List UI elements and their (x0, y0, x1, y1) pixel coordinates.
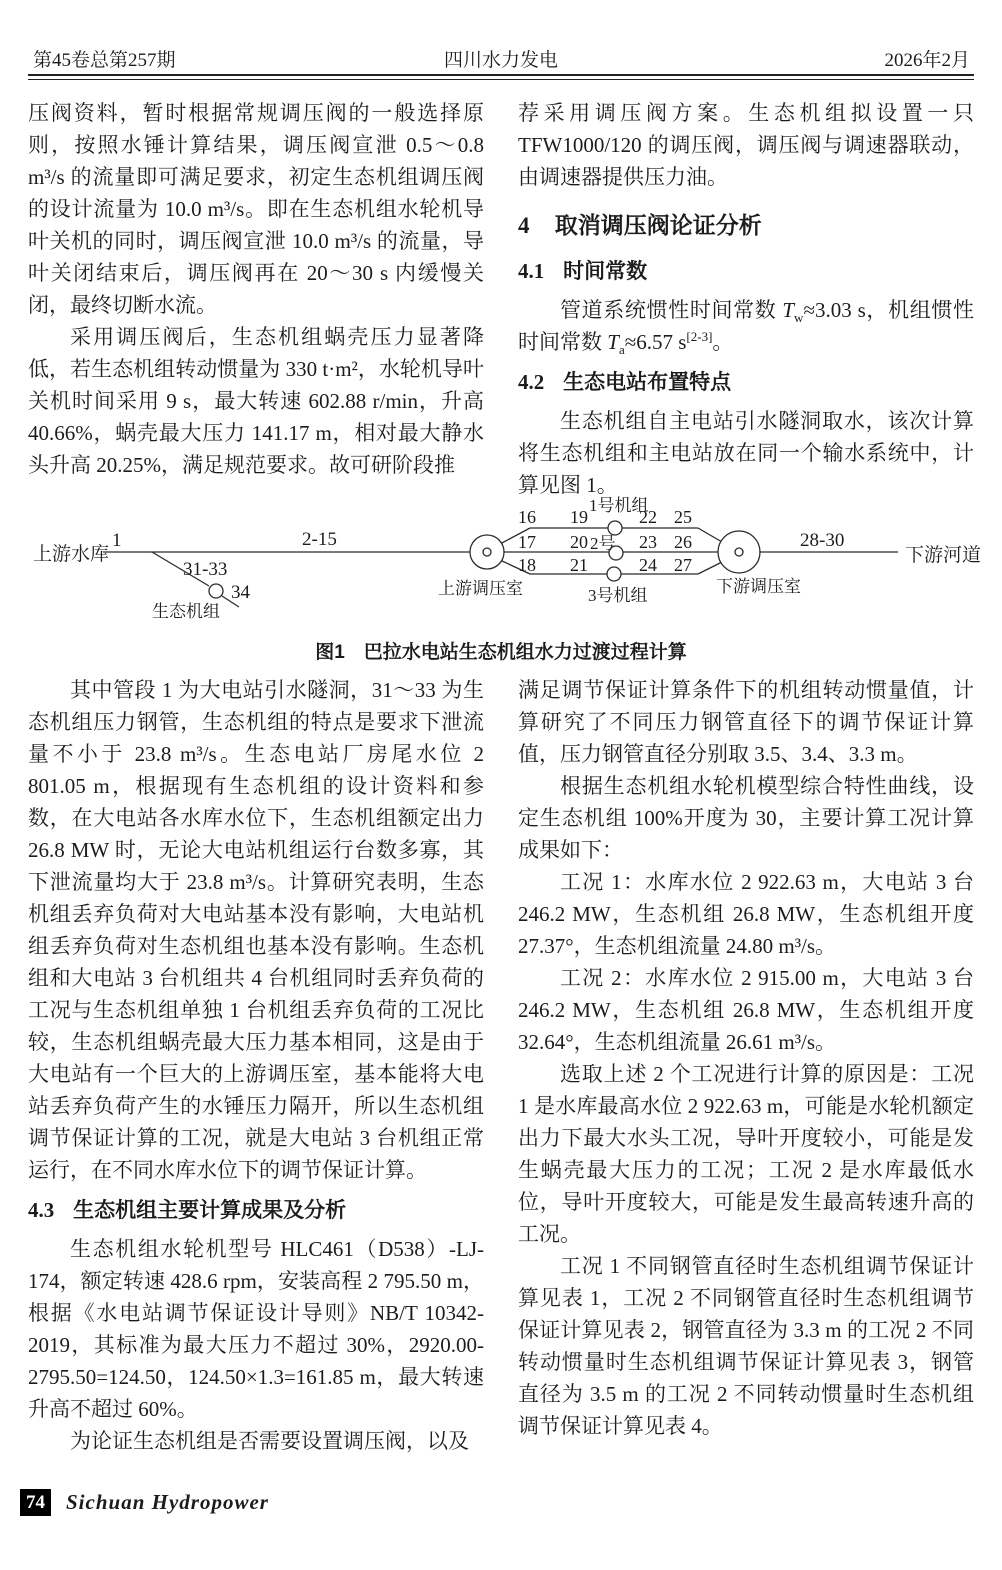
label-segment-24: 24 (639, 555, 657, 575)
pipe-branch-bot-out (698, 562, 722, 574)
figure-1-schematic (24, 493, 982, 633)
downstream-surge-chamber-inner (735, 548, 743, 556)
paragraph-case-1: 工况 1：水库水位 2 922.63 m，大电站 3 台 246.2 MW，生态机组 26.8 MW，生态机组开度 27.37°，生态机组流量 24.80 m³/s。 (518, 870, 974, 958)
section-heading-4-2 (518, 367, 974, 398)
label-segment-28-30: 28-30 (800, 530, 845, 551)
label-eco-unit: 生态机组 (152, 602, 220, 621)
label-segment-21: 21 (570, 555, 588, 575)
label-downstream-surge-chamber: 下游调压室 (716, 577, 801, 596)
section-number: 4 (518, 213, 530, 238)
label-segment-23: 23 (639, 532, 657, 552)
footer-page-number: 74 (20, 1489, 51, 1516)
section-heading-4-3 (28, 1195, 484, 1226)
section-heading-4-1 (518, 256, 974, 287)
label-segment-25: 25 (674, 507, 692, 527)
label-upstream-reservoir: 上游水库 (33, 544, 110, 565)
text-run: 。 (712, 330, 734, 354)
paragraph-verification-intro: 为论证生态机组是否需要设置调压阀，以及 (70, 1429, 469, 1453)
section-number: 4.3 (28, 1198, 55, 1222)
paragraph-pressure-valve-selection: 压阀资料，暂时根据常规调压阀的一般选择原则，按照水锤计算结果，调压阀宣泄 0.5～0.8 m³/s 的流量即可满足要求，初定生态机组调压阀的设计流量为 10.0 m³/s。即在生态机组水轮机导叶关机的同时，调压阀宣泄 10.0 m³/s 的流量，导叶关闭结束后，调压阀再在 20～30 s 内缓慢关闭，最终切断水流。 (28, 101, 484, 317)
section-title: 生态机组主要计算成果及分析 (73, 1199, 347, 1222)
paragraph-turbine-model: 生态机组水轮机型号 HLC461（D538）-LJ-174，额定转速 428.6 rpm，安装高程 2 795.50 m，根据《水电站调节保证设计导则》NB/T 10342-2019，其标准为最大压力不超过 30%，2920.00-2795.50=124.50，124.50×1.3=161.85 m，最大转速升高不超过 60%。 (28, 1237, 484, 1421)
label-segment-27: 27 (674, 555, 692, 575)
paragraph-case-2: 工况 2：水库水位 2 915.00 m，大电站 3 台 246.2 MW，生态机组 26.8 MW，生态机组开度 32.64°，生态机组流量 26.61 m³/s。 (518, 966, 974, 1054)
figure-label: 图1 (315, 642, 345, 663)
label-segment-18: 18 (518, 555, 536, 575)
paragraph-eco-station-layout: 生态机组自主电站引水隧洞取水，该次计算将生态机组和主电站放在同一个输水系统中，计算见图 1。 (518, 409, 974, 497)
variable-Ta: T (607, 330, 619, 354)
subscript-a: a (618, 342, 625, 358)
section-number: 4.1 (518, 259, 545, 283)
citation-superscript: [2-3] (686, 329, 713, 344)
paragraph-table-references: 工况 1 不同钢管直径时生态机组调节保证计算见表 1，工况 2 不同钢管直径时生态机组调节保证计算见表 2，钢管直径为 3.3 m 的工况 2 不同转动惯量时生态机组调节保证计算见表 3，钢管直径为 3.5 m 的工况 2 不同转动惯量时生态机组调节保证计算见表 4。 (518, 1254, 974, 1438)
upstream-surge-chamber-inner (483, 548, 491, 556)
label-segment-34: 34 (231, 582, 250, 603)
right-column-top (518, 97, 974, 501)
header-journal-title: 四川水力发电 (443, 50, 558, 71)
label-unit1: 1号机组 (589, 496, 649, 515)
figure-1-caption (0, 637, 1002, 664)
eco-unit-node (209, 584, 223, 598)
label-segment-2-15: 2-15 (302, 529, 337, 550)
label-upstream-surge-chamber: 上游调压室 (438, 579, 523, 598)
paragraph-valve-results: 采用调压阀后，生态机组蜗壳压力显著降低，若生态机组转动惯量为 330 t·m²，水轮机导叶关机时间采用 9 s，最大转速 602.88 r/min，升高 40.66%，蜗壳最大压力 141.17 m，相对最大静水头升高 20.25%，满足规范要求。故可研阶段推 (28, 325, 484, 477)
label-downstream-channel: 下游河道 (905, 545, 982, 566)
right-column-bottom (518, 674, 974, 1442)
label-segment-16: 16 (518, 507, 536, 527)
label-segment-22: 22 (639, 507, 657, 527)
unit1-node (608, 521, 622, 535)
header-double-rule (28, 74, 974, 80)
section-title: 取消调压阀论证分析 (554, 212, 762, 238)
section-heading-4 (518, 210, 974, 241)
header-date: 2026年2月 (884, 50, 970, 71)
subscript-w: w (794, 310, 804, 326)
label-segment-17: 17 (518, 532, 536, 552)
label-segment-31-33: 31-33 (183, 559, 228, 580)
figure-title: 巴拉水电站生态机组水力过渡过程计算 (363, 642, 687, 663)
footer-journal-name: Sichuan Hydropower (66, 1490, 269, 1514)
left-column-bottom (28, 674, 484, 1457)
section-number: 4.2 (518, 370, 545, 394)
paragraph-time-constants (518, 294, 974, 358)
paragraph-pipe-segments-analysis: 其中管段 1 为大电站引水隧洞，31～33 为生态机组压力钢管，生态机组的特点是要求下泄流量不小于 23.8 m³/s。生态电站厂房尾水位 2 801.05 m，根据现有生态机组的设计资料和参数，在大电站各水库水位下，生态机组额定出力 26.8 MW 时，无论大电站机组运行台数多寡，其下泄流量均大于 23.8 m³/s。计算研究表明，生态机组丢弃负荷对大电站基本没有影响，大电站机组丢弃负荷对生态机组也基本没有影响。生态机组和大电站 3 台机组共 4 台机组同时丢弃负荷的工况与生态机组单独 1 台机组丢弃负荷的工况比较，生态机组蜗壳最大压力基本相同，这是由于大电站有一个巨大的上游调压室，基本能将大电站丢弃负荷产生的水锤压力隔开，所以生态机组调节保证计算的工况，就是大电站 3 台机组正常运行，在不同水库水位下的调节保证计算。 (28, 678, 484, 1182)
label-segment-20: 20 (570, 532, 588, 552)
paragraph-case-selection-reason: 选取上述 2 个工况进行计算的原因是：工况 1 是水库最高水位 2 922.63 m，可能是水轮机额定出力下最大水头工况，导叶开度较小，可能是发生蜗壳最大压力的工况；工况 2 是水库最低水位，导叶开度较大，可能是发生最高转速升高的工况。 (518, 1062, 974, 1246)
label-unit2: 2号 (590, 534, 616, 553)
variable-Tw: T (782, 298, 795, 322)
section-title: 时间常数 (563, 260, 648, 283)
text-run: ≈3.03 s，机组惯性时间常数 (518, 298, 975, 354)
text-run: 管道系统惯性时间常数 (560, 298, 783, 322)
paragraph-inertia-requirements: 满足调节保证计算条件下的机组转动惯量值，计算研究了不同压力钢管直径下的调节保证计算值，压力钢管直径分别取 3.5、3.4、3.3 m。 (518, 678, 974, 766)
paragraph-valve-recommendation: 荐采用调压阀方案。生态机组拟设置一只 TFW1000/120 的调压阀，调压阀与调速器联动，由调速器提供压力油。 (518, 101, 974, 189)
label-segment-19: 19 (570, 507, 588, 527)
label-segment-26: 26 (674, 532, 692, 552)
section-title: 生态电站布置特点 (563, 371, 732, 394)
pipe-branch-top-out (698, 528, 722, 542)
header-issue: 第45卷总第257期 (33, 50, 176, 71)
label-segment-1: 1 (112, 530, 122, 551)
label-unit3: 3号机组 (588, 586, 648, 605)
unit3-node (607, 567, 621, 581)
paragraph-model-curve: 根据生态机组水轮机模型综合特性曲线，设定生态机组 100%开度为 30，主要计算工况计算成果如下： (518, 774, 974, 862)
text-run: ≈6.57 s (624, 330, 687, 354)
left-column-top (28, 97, 484, 481)
